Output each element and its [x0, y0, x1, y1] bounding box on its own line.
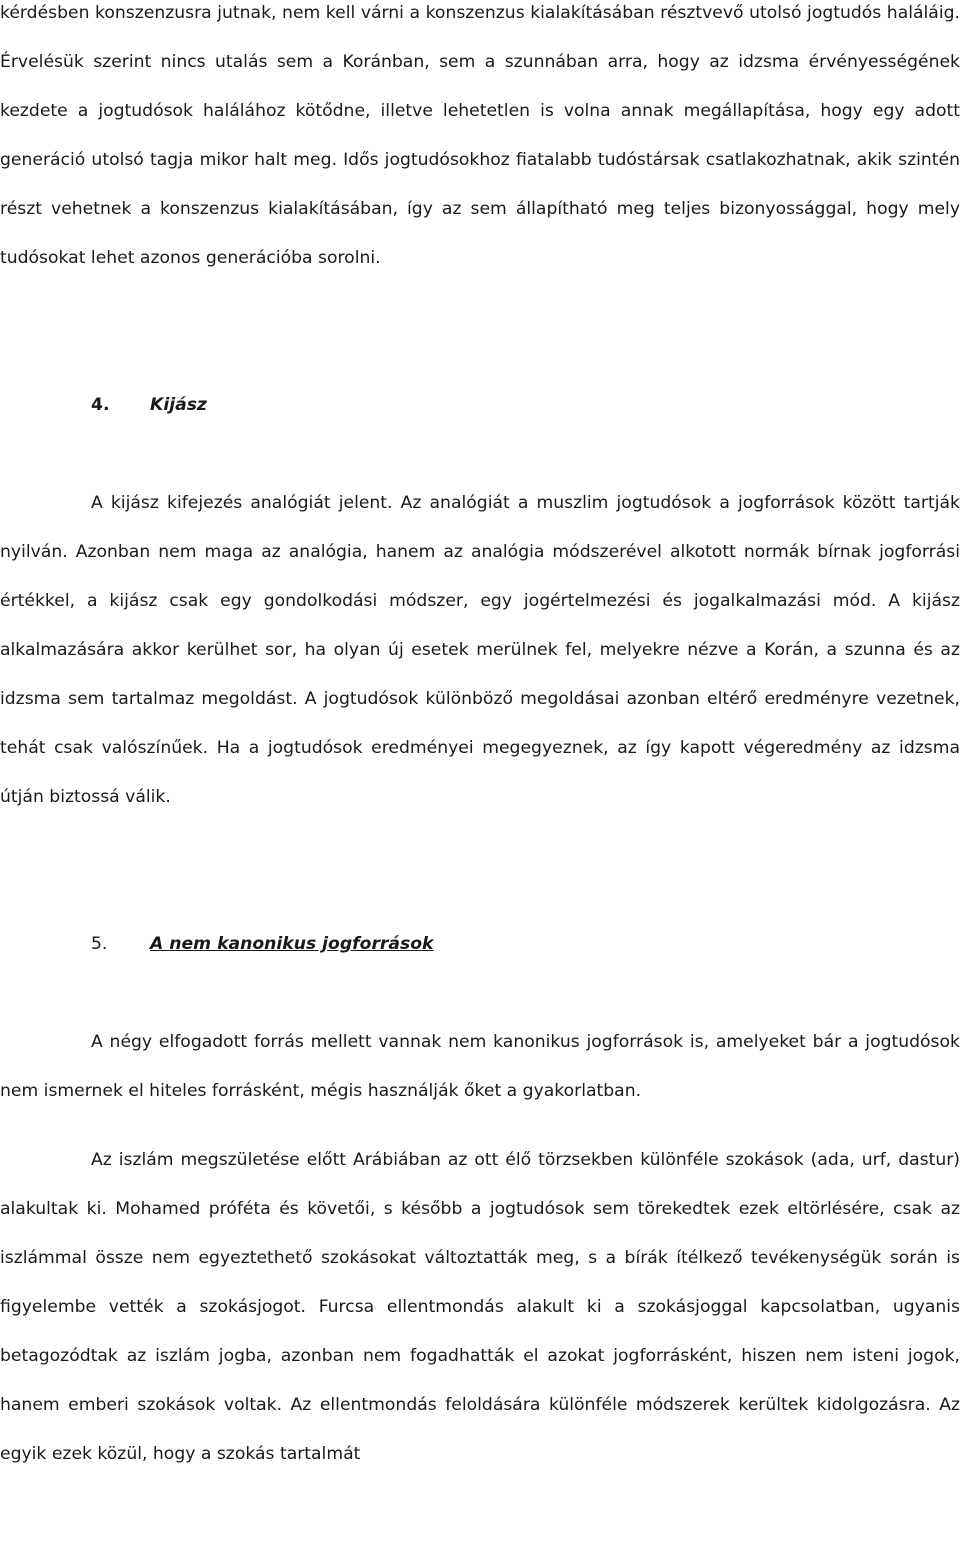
section-heading-non-canonical: [0, 920, 960, 969]
spacer: [0, 822, 960, 920]
spacer: [0, 283, 960, 381]
section-title: A nem kanonikus jogforrások: [150, 934, 434, 954]
spacer: [0, 969, 960, 1018]
spacer: [0, 430, 960, 479]
section-number: 5.: [91, 934, 108, 954]
section-heading-kijasz: [0, 381, 960, 430]
spacer: [0, 1116, 960, 1136]
paragraph-customary-law: Az iszlám megszületése előtt Arábiában az ott élő törzsekben különféle szokások (ada, urf, dastur) alakultak ki. Mohamed próféta és követői, s később a jogtudósok sem törekedtek ezek eltörlésére, csak az iszlámmal össze nem egyeztethető szokásokat változtatták meg, s a bírák ítélkező tevékenységük során is figyelembe vették a szokásjogot. Furcsa ellentmondás alakult ki a szokásjoggal kapcsolatban, ugyanis betagozódtak az iszlám jogba, azonban nem fogadhatták el azokat jogforrásként, hiszen nem isteni jogok, hanem emberi szokások voltak. Az ellentmondás feloldására különféle módszerek kerültek kidolgozásra. Az egyik ezek közül, hogy a szokás tartalmát: [0, 1150, 960, 1464]
paragraph-consensus: kérdésben konszenzusra jutnak, nem kell várni a konszenzus kialakításában résztvevő utolsó jogtudós haláláig. Érvelésük szerint nincs utalás sem a Koránban, sem a szunnában arra, hogy az idzsma érvényességének kezdete a jogtudósok halálához kötődne, illetve lehetetlen is volna annak megállapítása, hogy egy adott generáció utolsó tagja mikor halt meg. Idős jogtudósokhoz fiatalabb tudóstársak csatlakozhatnak, akik szintén részt vehetnek a konszenzus kialakításában, így az sem állapítható meg teljes bizonyossággal, hogy mely tudósokat lehet azonos generációba sorolni.: [0, 3, 960, 268]
section-title: Kijász: [150, 395, 207, 415]
paragraph-non-canonical-intro: A négy elfogadott forrás mellett vannak nem kanonikus jogforrások is, amelyeket bár a jogtudósok nem ismernek el hiteles forrásként, mégis használják őket a gyakorlatban.: [0, 1032, 960, 1101]
section-number: 4.: [91, 395, 110, 415]
paragraph-kijasz: A kijász kifejezés analógiát jelent. Az analógiát a muszlim jogtudósok a jogforrások között tartják nyilván. Azonban nem maga az analógia, hanem az analógia módszerével alkotott normák bírnak jogforrási értékkel, a kijász csak egy gondolkodási módszer, egy jogértelmezési és jogalkalmazási mód. A kijász alkalmazására akkor kerülhet sor, ha olyan új esetek merülnek fel, melyekre nézve a Korán, a szunna és az idzsma sem tartalmaz megoldást. A jogtudósok különböző megoldásai azonban eltérő eredményre vezetnek, tehát csak valószínűek. Ha a jogtudósok eredményei megegyeznek, az így kapott végeredmény az idzsma útján biztossá válik.: [0, 493, 960, 807]
